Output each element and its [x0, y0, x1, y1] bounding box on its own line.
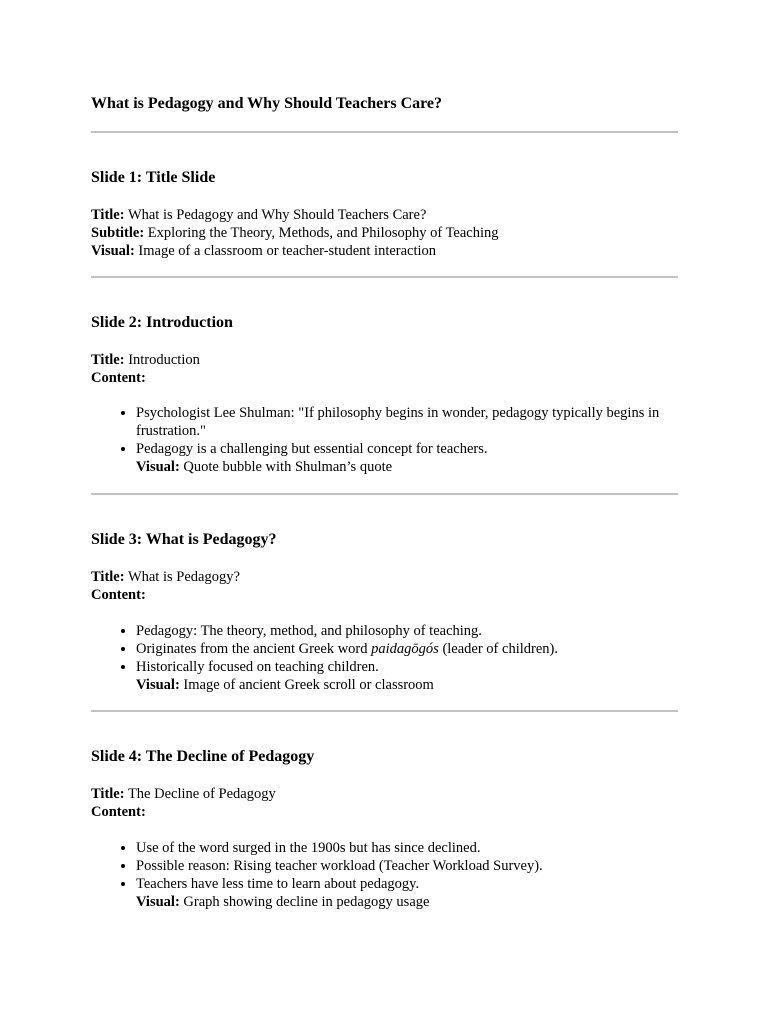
- slide-3-visual-line: Visual: Image of ancient Greek scroll or classroom: [136, 677, 434, 693]
- list-item: • Teachers have less time to learn about pedagogy.: [136, 875, 681, 893]
- divider: [91, 276, 678, 278]
- slide-4-meta: [91, 785, 681, 821]
- slide-2-content-label: Content:: [91, 370, 146, 386]
- divider: [91, 493, 678, 495]
- slide-1-visual-line: Visual: Image of a classroom or teacher-student interaction: [91, 243, 437, 259]
- list-item: • Originates from the ancient Greek word paidagōgós (leader of children).: [136, 640, 681, 658]
- slide-4-content-label: Content:: [91, 804, 146, 820]
- slide-2-meta: [91, 351, 681, 387]
- slide-3-content-label: Content:: [91, 587, 146, 603]
- divider: [91, 131, 678, 133]
- slide-2-heading: Slide 2: Introduction: [91, 314, 233, 331]
- slide-3-content: [91, 622, 681, 694]
- list-item: • Pedagogy: The theory, method, and philosophy of teaching.: [136, 622, 681, 640]
- slide-2-content: [91, 404, 681, 476]
- divider: [91, 710, 678, 712]
- slide-3-title-line: Title: What is Pedagogy?: [91, 569, 240, 585]
- slide-4-heading: Slide 4: The Decline of Pedagogy: [91, 748, 315, 765]
- list-item: • Possible reason: Rising teacher workload (Teacher Workload Survey).: [136, 857, 681, 875]
- slide-4-content: [91, 839, 681, 911]
- slide-3-bullet-list: [91, 622, 681, 676]
- slide-2-bullet-list: [91, 404, 681, 458]
- slide-2-visual-line: Visual: Quote bubble with Shulman’s quote: [136, 459, 393, 475]
- slide-1-meta: [91, 206, 681, 260]
- slide-4-bullet-list: [91, 839, 681, 893]
- slide-4-title-line: Title: The Decline of Pedagogy: [91, 786, 276, 802]
- list-item: • Use of the word surged in the 1900s but has since declined.: [136, 839, 681, 857]
- list-item: • Pedagogy is a challenging but essential concept for teachers.: [136, 440, 681, 458]
- greek-term: paidagōgós: [371, 641, 439, 657]
- slide-3-heading: Slide 3: What is Pedagogy?: [91, 531, 277, 548]
- slide-2-title-line: Title: Introduction: [91, 352, 200, 368]
- slide-1-title-line: Title: What is Pedagogy and Why Should Teachers Care?: [91, 207, 427, 223]
- list-item: • Psychologist Lee Shulman: "If philosophy begins in wonder, pedagogy typically begins in frustration.": [136, 404, 681, 440]
- document-title: What is Pedagogy and Why Should Teachers Care?: [91, 95, 443, 112]
- slide-3-meta: [91, 568, 681, 604]
- slide-1-subtitle-line: Subtitle: Exploring the Theory, Methods, and Philosophy of Teaching: [91, 225, 499, 241]
- list-item: • Historically focused on teaching children.: [136, 658, 681, 676]
- slide-1-heading: Slide 1: Title Slide: [91, 169, 216, 186]
- slide-4-visual-line: Visual: Graph showing decline in pedagogy usage: [136, 894, 430, 910]
